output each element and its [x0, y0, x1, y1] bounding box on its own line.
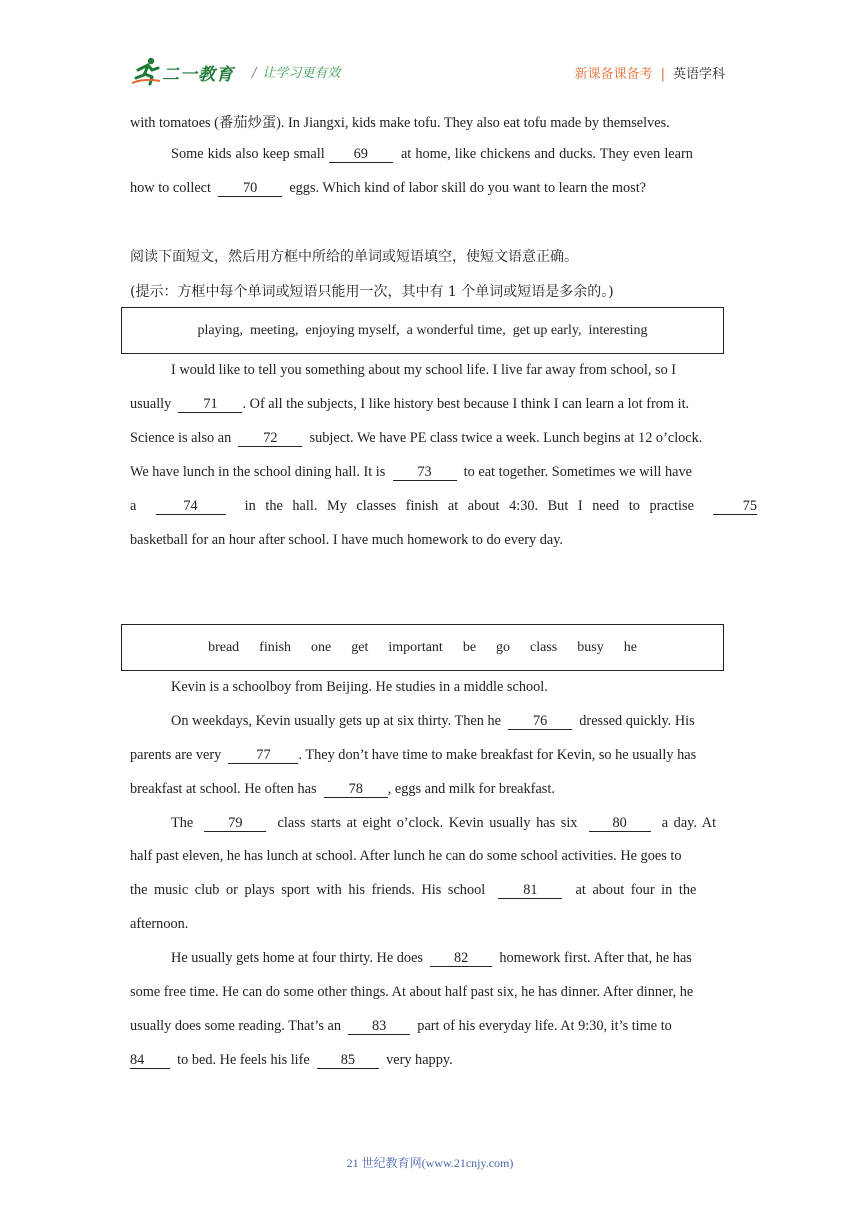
text: part of his everyday life. At 9:30, it’s time to — [417, 1018, 672, 1034]
text: at home, like chickens and ducks. They even learn — [400, 146, 693, 162]
word-box-2-word: finish — [259, 639, 292, 655]
text: . Of all the subjects, I like history best because I think I can learn a lot from it. — [242, 396, 690, 412]
text: in the hall. My classes finish at about 4:30. But I need to practise — [244, 498, 694, 514]
section3-line6: half past eleven, he has lunch at school. After lunch he can do some school activities. He goes to — [130, 848, 682, 864]
text: very happy. — [386, 1052, 453, 1068]
section2-hint: (提示：方框中每个单词或短语只能用一次，其中有 1 个单词或短语是多余的。) — [130, 284, 614, 300]
logo — [130, 56, 250, 86]
blank-78[interactable]: 78 — [324, 781, 388, 798]
text: usually — [130, 396, 172, 412]
text: We have lunch in the school dining hall. It is — [130, 464, 386, 480]
text: a day. At — [661, 815, 717, 831]
runner-logo-icon — [130, 56, 164, 86]
text: On weekdays, Kevin usually gets up at six thirty. Then he — [171, 713, 501, 729]
blank-81[interactable]: 81 — [498, 882, 562, 899]
blank-73[interactable]: 73 — [393, 464, 457, 481]
blank-83[interactable]: 83 — [348, 1018, 410, 1035]
section3-line10: some free time. He can do some other things. At about half past six, he has dinner. After dinner, he — [130, 984, 694, 1000]
text: . They don’t have time to make breakfast for Kevin, so he usually has — [298, 747, 697, 763]
blank-76[interactable]: 76 — [508, 713, 572, 730]
blank-71[interactable]: 71 — [178, 396, 242, 413]
blank-77[interactable]: 77 — [228, 747, 298, 764]
text: dressed quickly. His — [579, 713, 695, 729]
text: eggs. Which kind of labor skill do you want to learn the most? — [289, 180, 647, 196]
blank-82[interactable]: 82 — [430, 950, 492, 967]
word-box-2-word: bread — [208, 639, 240, 655]
section3-line2 — [130, 713, 732, 730]
word-box-2-word: class — [530, 639, 558, 655]
passage1-line3 — [130, 180, 732, 197]
word-box-2-word: important — [388, 639, 443, 655]
text: how to collect — [130, 180, 211, 196]
word-box-2-word: go — [496, 639, 511, 655]
blank-74[interactable]: 74 — [156, 498, 226, 515]
word-box-2-word: get — [351, 639, 369, 655]
section3-line12 — [130, 1052, 732, 1069]
word-box-2-word: one — [311, 639, 332, 655]
section3-line5 — [130, 815, 732, 832]
text: He usually gets home at four thirty. He does — [171, 950, 423, 966]
blank-72[interactable]: 72 — [238, 430, 302, 447]
section3-line9 — [130, 950, 732, 967]
blank-75[interactable]: 75 — [713, 498, 757, 515]
text: homework first. After that, he has — [499, 950, 692, 966]
word-box-2 — [121, 624, 724, 671]
section2-line4 — [130, 464, 732, 481]
word-box-1 — [121, 307, 724, 354]
text: The — [171, 815, 194, 831]
section3-line7 — [130, 882, 732, 899]
slogan — [252, 62, 340, 81]
section2-line5 — [130, 498, 758, 515]
blank-80[interactable]: 80 — [589, 815, 651, 832]
text: subject. We have PE class twice a week. Lunch begins at 12 o’clock. — [309, 430, 703, 446]
section2-line6: basketball for an hour after school. I have much homework to do every day. — [130, 532, 563, 548]
word-box-2-word: busy — [577, 639, 604, 655]
section3-para1: Kevin is a schoolboy from Beijing. He studies in a middle school. — [171, 679, 548, 695]
page-footer: 21 世纪教育网(www.21cnjy.com) — [346, 1156, 514, 1170]
text: the music club or plays sport with his friends. His school — [130, 882, 486, 898]
text: Science is also an — [130, 430, 232, 446]
blank-85[interactable]: 85 — [317, 1052, 379, 1069]
word-box-1-text: playing, meeting, enjoying myself, a wonderful time, get up early, interesting — [197, 322, 648, 338]
blank-84[interactable]: 84 — [130, 1052, 170, 1069]
header-course-label: 新课备课备考 — [574, 67, 653, 82]
section2-line3 — [130, 430, 732, 447]
text: class starts at eight o’clock. Kevin usually has six — [277, 815, 578, 831]
text: to bed. He feels his life — [177, 1052, 310, 1068]
section3-line3 — [130, 747, 732, 764]
section2-line2 — [130, 396, 732, 413]
page-header — [130, 52, 730, 92]
header-subject — [575, 63, 725, 82]
blank-79[interactable]: 79 — [204, 815, 266, 832]
text: to eat together. Sometimes we will have — [463, 464, 692, 480]
slogan-text: 让学习更有效 — [262, 66, 341, 81]
text: breakfast at school. He often has — [130, 781, 317, 797]
blank-69[interactable]: 69 — [329, 146, 393, 163]
passage1-line2 — [130, 146, 732, 163]
logo-text: 二一教育 — [162, 65, 234, 85]
word-box-2-word: be — [462, 639, 477, 655]
section3-line11 — [130, 1018, 732, 1035]
text: Some kids also keep small — [171, 146, 325, 162]
section2-instruction: 阅读下面短文，然后用方框中所给的单词或短语填空，使短文语意正确。 — [130, 249, 578, 265]
passage1-line1: with tomatoes (番茄炒蛋). In Jiangxi, kids make tofu. They also eat tofu made by themselves. — [130, 115, 670, 131]
text: usually does some reading. That’s an — [130, 1018, 341, 1034]
slogan-slash: / — [252, 66, 257, 81]
header-separator: | — [660, 67, 665, 82]
text: , eggs and milk for breakfast. — [387, 781, 555, 797]
text: at about four in the — [575, 882, 697, 898]
section2-line1: I would like to tell you something about my school life. I live far away from school, so I — [171, 362, 677, 378]
section3-line4 — [130, 781, 732, 798]
header-subject-label: 英语学科 — [672, 67, 725, 82]
text: parents are very — [130, 747, 222, 763]
word-box-2-word: he — [623, 639, 637, 655]
text: a — [130, 498, 137, 514]
section3-line8: afternoon. — [130, 916, 189, 932]
blank-70[interactable]: 70 — [218, 180, 282, 197]
